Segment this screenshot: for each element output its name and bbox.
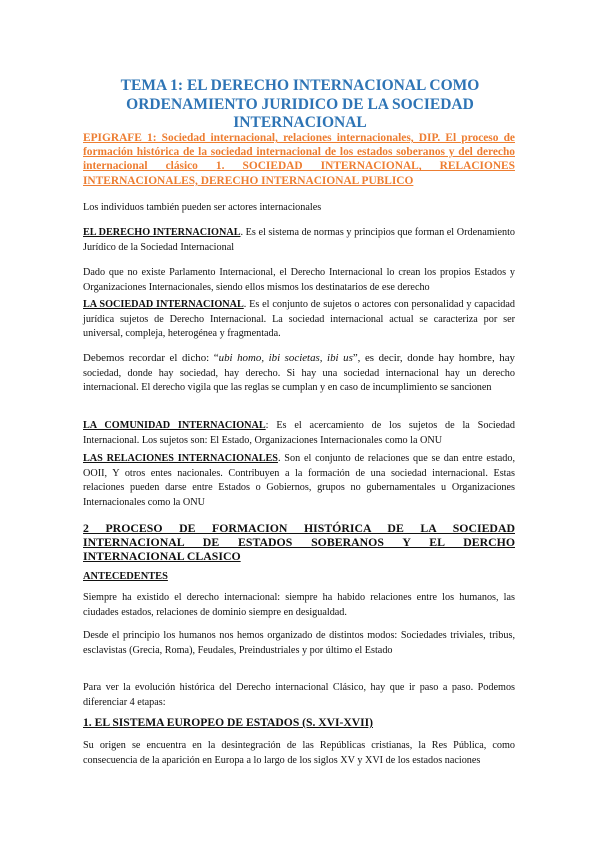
paragraph-origen: Su origen se encuentra en la desintegración de las Repúblicas cristianas, la Res Pública, como consecuencia de la aparición en Europa a lo largo de los siglos XV y XVI de los estados naciones	[83, 740, 515, 766]
term-derecho-internacional: EL DERECHO INTERNACIONAL	[83, 227, 241, 238]
paragraph-derecho-internacional	[83, 226, 515, 255]
paragraph-siempre: Siempre ha existido el derecho internacional: siempre ha habido relaciones entre los humanos, las ciudades estados, relaciones de dominio siempre en desigualdad.	[83, 592, 515, 618]
definition-relaciones-internacionales: . Son el conjunto de relaciones que se dan entre estado, OOII, Y otros entes nacionales. Contribuyen a la formación de una sociedad internacional. Estas relaciones pueden darse entre Estados o Gobiernos, grupos no gubernamentales u Organizaciones Internacionales como la ONU	[83, 453, 515, 508]
sistema-europeo-heading: 1. EL SISTEMA EUROPEO DE ESTADOS (S. XVI-XVII)	[83, 716, 374, 729]
paragraph-comunidad-internacional	[83, 419, 515, 448]
term-sociedad-internacional: LA SOCIEDAD INTERNACIONAL	[83, 299, 244, 310]
term-relaciones-internacionales: LAS RELACIONES INTERNACIONALES	[83, 453, 278, 464]
definition-sociedad-internacional: . Es el conjunto de sujetos o actores con personalidad y capacidad jurídica sujetos de Derecho Internacional. La sociedad internacional actual se caracteriza por ser universal, compleja, heterogénea y fragmentada.	[83, 299, 516, 340]
section-2-heading: 2 PROCESO DE FORMACION HISTÓRICA DE LA SOCIEDAD INTERNACIONAL DE ESTADOS SOBERANOS Y EL DERCHO INTERNACIONAL CLASICO	[83, 521, 515, 563]
document-title: TEMA 1: EL DERECHO INTERNACIONAL COMO ORDENAMIENTO JURIDICO DE LA SOCIEDAD INTERNACIONAL	[120, 77, 480, 131]
dicho-rest: sociedad, donde hay sociedad, hay derecho. Si hay una sociedad internacional hay un derecho internacional. El derecho vigila que las reglas se cumplan y en caso de incumplimiento se sancionen	[83, 367, 515, 394]
paragraph-desde: Desde el principio los humanos nos hemos organizado de distintos modos: Sociedades triviales, tribus, esclavistas (Grecia, Roma), Feudales, Preindustriales y por último el Estado	[83, 630, 515, 656]
dicho-after: ”, es decir, donde hay hombre, hay	[352, 352, 515, 364]
dicho-quote: ubi homo, ibi societas, ibi us	[218, 352, 353, 364]
paragraph-sociedad-internacional	[83, 298, 515, 342]
paragraph-parlamento: Dado que no existe Parlamento Internacional, el Derecho Internacional lo crean los propios Estados y Organizaciones Internacionales, siendo ellos mismos los destinatarios de ese derecho	[83, 267, 515, 293]
paragraph-dicho	[83, 351, 515, 396]
dicho-lead: Debemos recordar el dicho: “	[83, 352, 219, 364]
paragraph-individuos: Los individuos también pueden ser actores internacionales	[83, 202, 322, 213]
definition-comunidad-internacional: : Es el acercamiento de los sujetos de la Sociedad Internacional. Los sujetos son: El Estado, Organizaciones Internacionales como la ONU	[83, 420, 515, 446]
epigrafe-heading: EPIGRAFE 1: Sociedad internacional, relaciones internacionales, DIP. El proceso de formación histórica de la sociedad internacional de los estados soberanos y del derecho internacional clásico 1. SOCIEDAD INTERNACIONAL, RELACIONES INTERNACIONALES, DERECHO INTERNACIONAL PUBLICO	[83, 132, 515, 187]
paragraph-para: Para ver la evolución histórica del Derecho internacional Clásico, hay que ir paso a paso. Podemos diferenciar 4 etapas:	[83, 682, 515, 708]
paragraph-relaciones-internacionales	[83, 452, 515, 510]
term-comunidad-internacional: LA COMUNIDAD INTERNACIONAL	[83, 420, 266, 431]
definition-derecho-internacional: . Es el sistema de normas y principios que forman el Ordenamiento Jurídico de la Sociedad Internacional	[83, 227, 516, 253]
antecedentes-heading: ANTECEDENTES	[83, 571, 168, 582]
